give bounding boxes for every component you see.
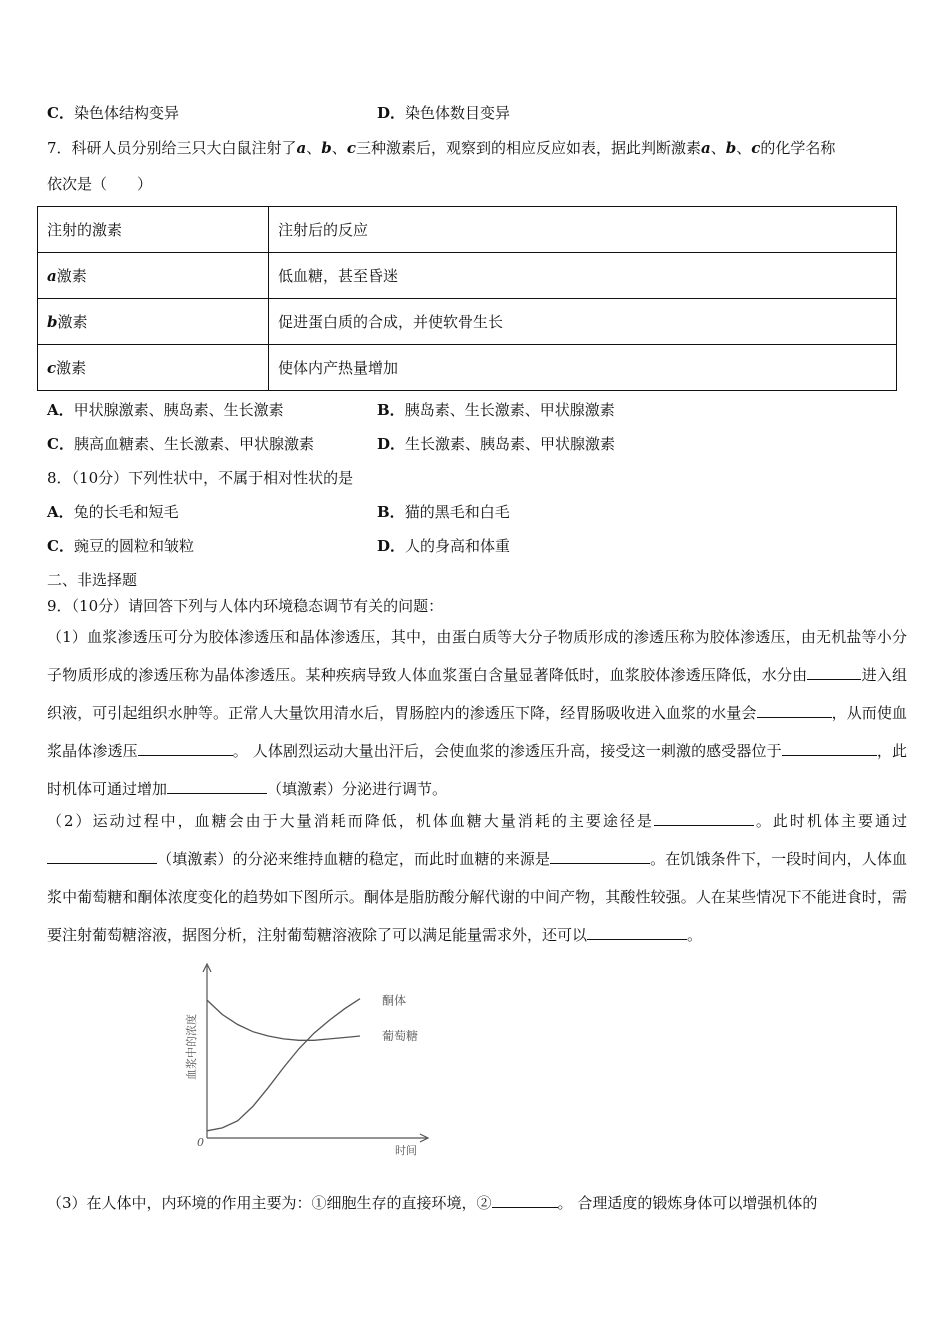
table-cell-reaction: 使体内产热量增加 xyxy=(269,345,897,391)
table-header-cell: 注射后的反应 xyxy=(269,207,897,253)
series-line-ketone xyxy=(207,999,360,1131)
table-cell-reaction: 促进蛋白质的合成，并使软骨生长 xyxy=(269,299,897,345)
table-row xyxy=(38,299,897,345)
table-row xyxy=(38,345,897,391)
answer-blank[interactable] xyxy=(654,809,754,826)
table-header-row xyxy=(38,207,897,253)
answer-blank[interactable] xyxy=(138,739,233,756)
table-header-cell: 注射的激素 xyxy=(38,207,269,253)
q7-options-row-2 xyxy=(47,433,907,455)
series-label: 葡萄糖 xyxy=(382,1029,419,1043)
q9-part3: （3）在人体中，内环境的作用主要为：①细胞生存的直接环境，② 。 合理适度的锻炼身体可以增强机体的 xyxy=(47,1191,817,1213)
origin-label: 0 xyxy=(197,1136,204,1149)
q7-option-c: C．胰高血糖素、生长激素、甲状腺激素 xyxy=(47,435,314,453)
table-cell-hormone: a激素 xyxy=(38,253,269,299)
q9-part1: （1）血浆渗透压可分为胶体渗透压和晶体渗透压，其中，由蛋白质等大分子物质形成的渗透压称为胶体渗透压，由无机盐等小分子物质形成的渗透压称为晶体渗透压。某种疾病导致人体血浆蛋白含量显著降低时，血浆胶体渗透压降低，水分由 进入组织液，可引起组织水肿等。正常人大量饮用清水后，胃肠腔内的渗透压下降，经胃肠吸收进入血浆的水量会 ，从而使血浆晶体渗透压 。 人体剧烈运动大量出汗后，会使血浆的渗透压升高，接受这一刺激的感受器位于 ，此时机体可通过增加 （填激素）分泌进行调节。 xyxy=(47,628,907,798)
section-heading: 二、非选择题 xyxy=(47,571,138,589)
q8-option-a: A．兔的长毛和短毛 xyxy=(47,503,179,521)
answer-blank[interactable] xyxy=(587,923,687,940)
chart-series-group xyxy=(207,993,418,1131)
ketone-glucose-chart xyxy=(180,960,460,1160)
q8-option-d: D．人的身高和体重 xyxy=(377,537,511,555)
q8-option-b: B．猫的黑毛和白毛 xyxy=(377,503,510,521)
answer-blank[interactable] xyxy=(492,1191,558,1208)
answer-blank[interactable] xyxy=(167,777,267,794)
answer-blank[interactable] xyxy=(757,701,832,718)
table-row xyxy=(38,253,897,299)
hormone-table xyxy=(37,206,897,391)
q9-part2: （2）运动过程中，血糖会由于大量消耗而降低，机体血糖大量消耗的主要途径是 。此时机体主要通过（填激素）的分泌来维持血糖的稳定，而此时血糖的来源是 。在饥饿条件下，一段时间内，人体血浆中葡萄糖和酮体浓度变化的趋势如下图所示。酮体是脂肪酸分解代谢的中间产物，其酸性较强。人在某些情况下不能进食时，需要注射葡萄糖溶液，据图分析，注射葡萄糖溶液除了可以满足能量需求外，还可以 。 xyxy=(47,802,907,954)
series-label: 酮体 xyxy=(382,993,407,1008)
q6-option-d: D．染色体数目变异 xyxy=(377,104,511,122)
q8-options-row-1 xyxy=(47,501,907,523)
answer-blank[interactable] xyxy=(550,847,650,864)
q8-option-c: C．豌豆的圆粒和皱粒 xyxy=(47,537,194,555)
q8-options-row-2 xyxy=(47,535,907,557)
q7-option-a: A．甲状腺激素、胰岛素、生长激素 xyxy=(47,401,284,419)
q9-stem: 9．（10分）请回答下列与人体内环境稳态调节有关的问题： xyxy=(47,597,444,615)
answer-blank[interactable] xyxy=(47,847,157,864)
q7-stem-line1: 7．科研人员分别给三只大白鼠注射了a、b、c三种激素后，观察到的相应反应如表，据此判断激素a、b、c的化学名称 xyxy=(47,139,836,157)
q8-stem: 8．（10分）下列性状中，不属于相对性状的是 xyxy=(47,469,354,487)
table-cell-hormone: c激素 xyxy=(38,345,269,391)
q7-option-b: B．胰岛素、生长激素、甲状腺激素 xyxy=(377,401,615,419)
table-cell-hormone: b激素 xyxy=(38,299,269,345)
y-axis-label: 血浆中的浓度 xyxy=(185,1014,198,1080)
q6-option-c: C．染色体结构变异 xyxy=(47,104,179,122)
q7-stem-line2: 依次是（ ） xyxy=(47,175,153,193)
answer-blank[interactable] xyxy=(782,739,877,756)
table-cell-reaction: 低血糖，甚至昏迷 xyxy=(269,253,897,299)
series-line-glucose xyxy=(207,1000,360,1040)
q7-options-row-1 xyxy=(47,399,907,421)
q6-options-row xyxy=(47,102,907,124)
answer-blank[interactable] xyxy=(807,663,861,680)
x-axis-label: 时间 xyxy=(395,1144,417,1157)
q7-option-d: D．生长激素、胰岛素、甲状腺激素 xyxy=(377,435,616,453)
